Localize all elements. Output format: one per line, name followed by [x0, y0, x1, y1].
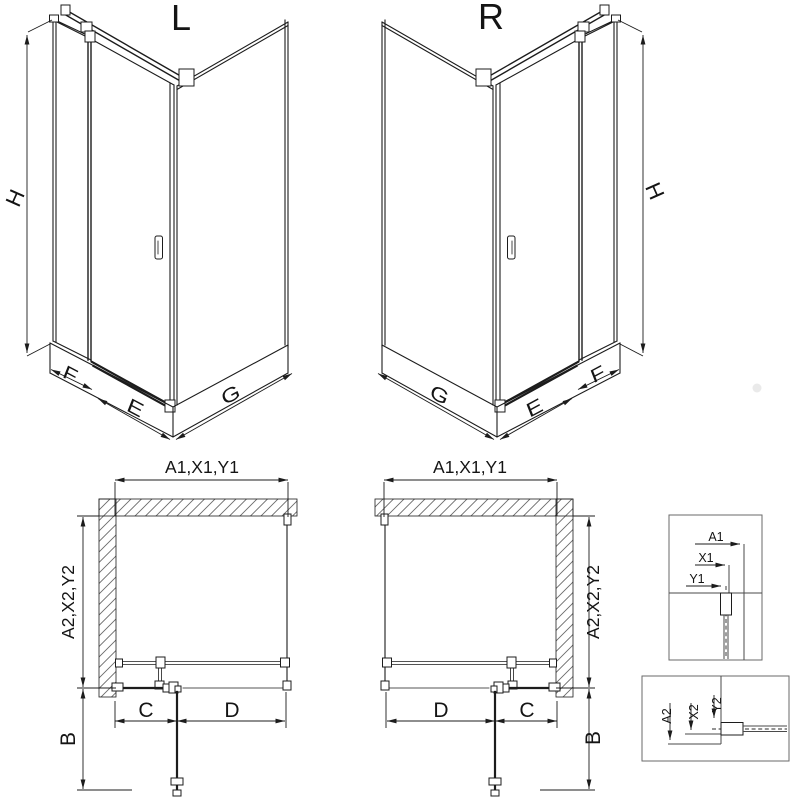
bar-corner-fitting — [179, 69, 194, 86]
wall-hatch-side-right-plan — [556, 516, 573, 697]
iso-right-title: R — [478, 0, 504, 37]
side-panel-glass — [53, 19, 91, 360]
bar-glass-mount — [281, 658, 290, 667]
iso-right-height-label: H — [640, 178, 670, 204]
iso-right-wall-label: G — [426, 380, 452, 410]
height-extension-lines — [27, 20, 52, 356]
detail-bottom-y2-label: Y2 — [710, 697, 724, 713]
detail-top-a1-label: A1 — [708, 530, 724, 544]
plan-left-width-label: A1,X1,Y1 — [165, 457, 239, 477]
plan-left-fixed-label: C — [138, 699, 154, 722]
wall-hatch-top-left-plan — [99, 499, 297, 516]
iso-right-door-label: E — [523, 393, 546, 422]
plan-right-swing-label: B — [582, 730, 605, 746]
glass-wall-bracket — [284, 514, 291, 525]
iso-right-panel-label: F — [587, 361, 609, 388]
plan-left-depth-label: A2,X2,Y2 — [58, 565, 78, 639]
plan-right-depth-label: A2,X2,Y2 — [583, 565, 603, 639]
wall-hatch-side-left-plan — [99, 516, 116, 697]
door-edge-cap — [173, 790, 181, 796]
plan-left-door-label: D — [224, 699, 240, 722]
plan-right-width-label: A1,X1,Y1 — [433, 457, 507, 477]
bar-glass-clamp — [85, 31, 95, 42]
watermark-dot — [753, 384, 762, 393]
stabilizer-bar — [64, 10, 184, 82]
iso-left-door-label: E — [124, 393, 147, 422]
pivot-hinge — [163, 684, 169, 692]
door-glass — [91, 39, 174, 405]
glass-end-fitting — [283, 681, 291, 690]
iso-left-title: L — [170, 0, 192, 38]
plan-left-swing-label: B — [57, 731, 80, 747]
detail-top-y1-label: Y1 — [689, 572, 705, 586]
bar-end-cap — [61, 5, 70, 15]
wall-profile-detail — [721, 593, 732, 615]
wall-hatch-top-right-plan — [375, 499, 573, 516]
stabilizer-bar-plan — [121, 662, 282, 665]
wall-profile-plan — [112, 683, 123, 691]
iso-left-wall-label: G — [218, 380, 244, 410]
detail-bottom-x2-label: X2 — [687, 704, 701, 720]
wall-profile-detail-2 — [721, 723, 743, 736]
bar-tee-connector — [156, 657, 165, 668]
hinge-profile — [88, 37, 91, 361]
detail-bottom-a2-label: A2 — [660, 708, 674, 724]
plan-right-fixed-label: C — [519, 699, 535, 722]
door-handle — [155, 236, 163, 259]
iso-left-panel-label: F — [59, 361, 81, 388]
iso-left-height-label: H — [0, 185, 30, 211]
detail-top-x1-label: X1 — [698, 551, 714, 565]
bar-wall-mount — [116, 659, 123, 667]
plan-right-door-label: D — [433, 699, 449, 722]
door-handle-plan — [171, 778, 183, 785]
